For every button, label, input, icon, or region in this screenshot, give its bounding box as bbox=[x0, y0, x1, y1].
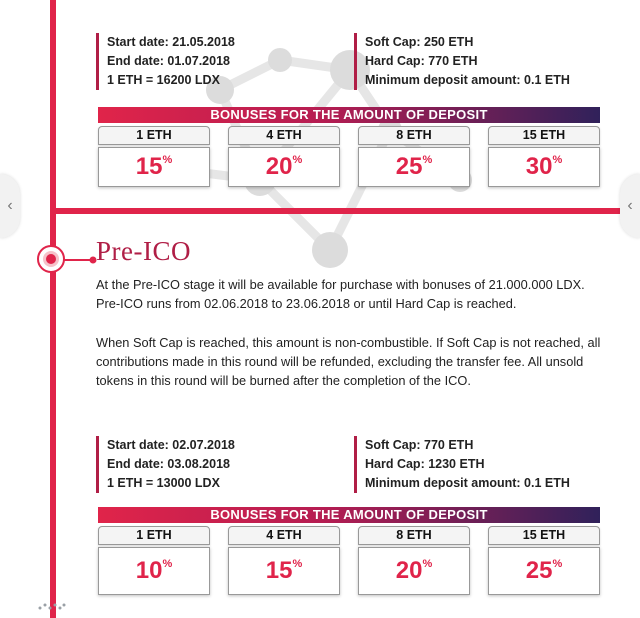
bonus-tier bbox=[98, 526, 210, 595]
bonus-tier bbox=[358, 526, 470, 595]
timeline-vertical-line bbox=[50, 0, 56, 618]
tier-value: 15 % bbox=[228, 547, 340, 595]
round-dates-info bbox=[96, 33, 235, 90]
round-dates-info bbox=[96, 436, 235, 493]
minimum-deposit: Minimum deposit amount: 0.1 ETH bbox=[365, 476, 570, 490]
tier-label: 15 ETH bbox=[488, 526, 600, 545]
timeline-marker-icon bbox=[36, 244, 66, 274]
tier-value: 20 % bbox=[228, 147, 340, 187]
tier-value: 25 % bbox=[358, 147, 470, 187]
end-date: End date: 03.08.2018 bbox=[107, 457, 230, 471]
tier-label: 15 ETH bbox=[488, 126, 600, 145]
round-caps-info bbox=[354, 436, 570, 493]
hard-cap: Hard Cap: 770 ETH bbox=[365, 54, 478, 68]
tier-value: 25 % bbox=[488, 547, 600, 595]
bonus-header: BONUSES FOR THE AMOUNT OF DEPOSIT bbox=[98, 107, 600, 123]
end-date: End date: 01.07.2018 bbox=[107, 54, 230, 68]
bonus-tiers bbox=[98, 526, 600, 595]
hard-cap: Hard Cap: 1230 ETH bbox=[365, 457, 485, 471]
tier-label: 8 ETH bbox=[358, 126, 470, 145]
chevron-right-icon: ‹ bbox=[627, 197, 633, 214]
timeline-horizontal-line bbox=[50, 208, 626, 214]
tier-value: 20 % bbox=[358, 547, 470, 595]
tier-value: 15 % bbox=[98, 147, 210, 187]
tier-label: 8 ETH bbox=[358, 526, 470, 545]
tier-label: 4 ETH bbox=[228, 526, 340, 545]
chevron-left-icon: ‹ bbox=[7, 197, 13, 214]
bonus-tier bbox=[228, 126, 340, 187]
stage-title: Pre-ICO bbox=[96, 236, 191, 266]
tier-label: 4 ETH bbox=[228, 126, 340, 145]
next-slide-button[interactable] bbox=[620, 174, 640, 238]
start-date: Start date: 02.07.2018 bbox=[107, 438, 235, 452]
exchange-rate: 1 ETH = 16200 LDX bbox=[107, 73, 220, 87]
soft-cap: Soft Cap: 770 ETH bbox=[365, 438, 474, 452]
soft-cap: Soft Cap: 250 ETH bbox=[365, 35, 474, 49]
tier-value: 30 % bbox=[488, 147, 600, 187]
exchange-rate: 1 ETH = 13000 LDX bbox=[107, 476, 220, 490]
start-date: Start date: 21.05.2018 bbox=[107, 35, 235, 49]
bonus-tiers bbox=[98, 126, 600, 187]
round-caps-info bbox=[354, 33, 570, 90]
bonus-tier bbox=[98, 126, 210, 187]
bonus-tier bbox=[488, 126, 600, 187]
bonus-tier bbox=[358, 126, 470, 187]
marker-connector bbox=[64, 256, 98, 264]
stage-terms: When Soft Cap is reached, this amount is non-combustible. If Soft Cap is not reached, all contributions made in this round will be refunded, excluding the transfer fee. All unsold tokens in this round will be burned after the completion of the ICO. bbox=[96, 335, 601, 388]
tier-value: 10 % bbox=[98, 547, 210, 595]
stage-description: At the Pre-ICO stage it will be available for purchase with bonuses of 21.000.000 LDX. Pre-ICO runs from 02.06.2018 to 23.06.2018 or until Hard Cap is reached. bbox=[96, 277, 585, 311]
logo-icon bbox=[38, 602, 66, 612]
tier-label: 1 ETH bbox=[98, 126, 210, 145]
prev-slide-button[interactable] bbox=[0, 174, 20, 238]
minimum-deposit: Minimum deposit amount: 0.1 ETH bbox=[365, 73, 570, 87]
bonus-header: BONUSES FOR THE AMOUNT OF DEPOSIT bbox=[98, 507, 600, 523]
bonus-tier bbox=[488, 526, 600, 595]
tier-label: 1 ETH bbox=[98, 526, 210, 545]
bonus-tier bbox=[228, 526, 340, 595]
